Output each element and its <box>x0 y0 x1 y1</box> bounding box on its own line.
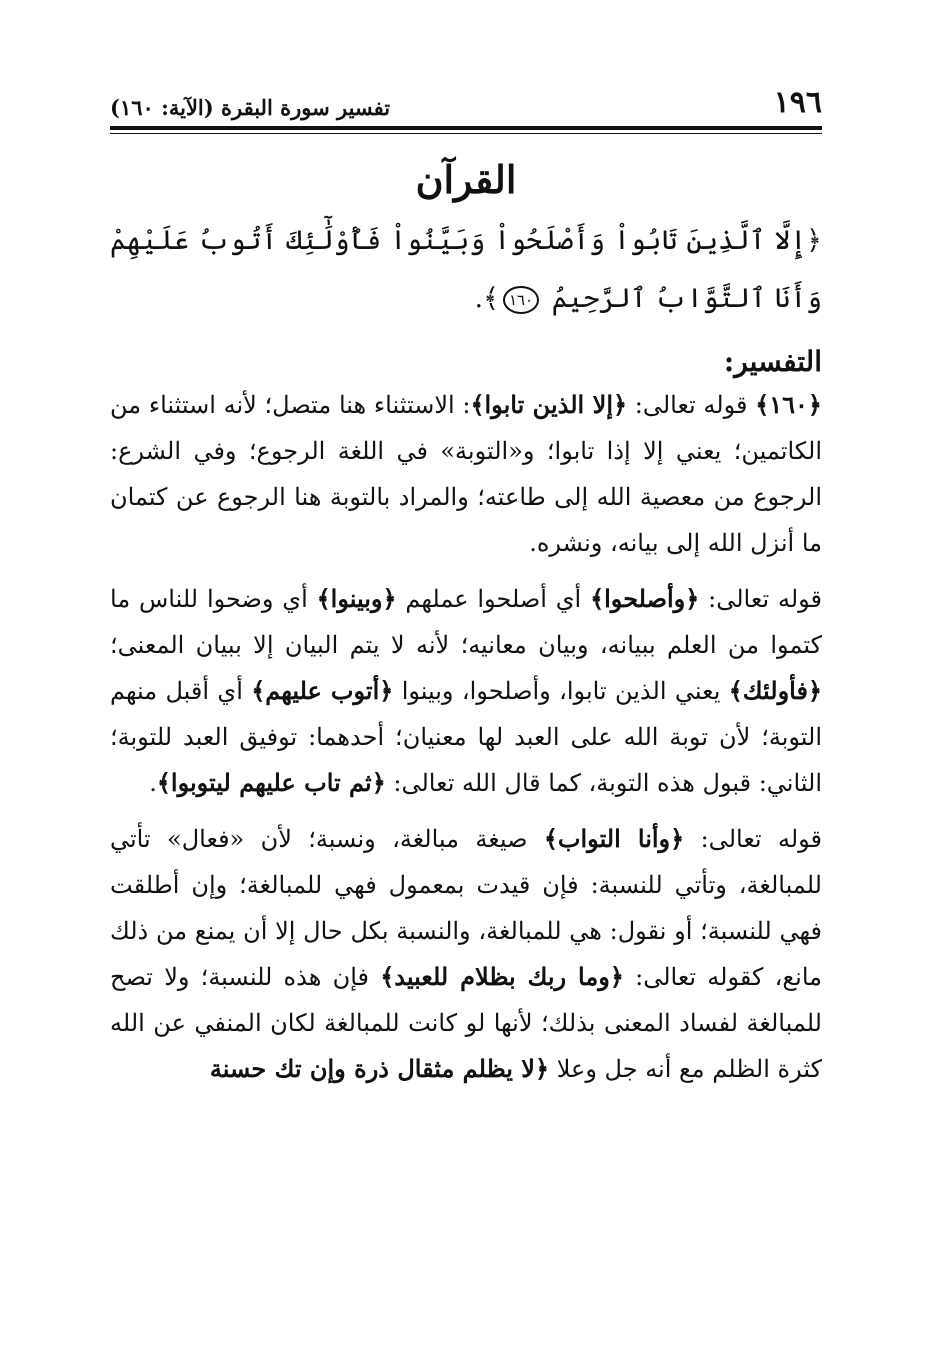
quran-quote: ﴿١٦٠﴾ <box>755 390 822 419</box>
commentary-text: قوله تعالى: <box>684 825 823 853</box>
header-rule-thick <box>110 126 822 130</box>
commentary-text: قوله تعالى: <box>627 391 756 419</box>
quran-quote: ﴿فأولئك﴾ <box>728 676 823 705</box>
tafsir-paragraph <box>110 382 822 566</box>
quran-quote: ﴿لا يظلم مثقال ذرة وإن تك حسنة <box>209 1054 550 1083</box>
tafsir-paragraph <box>110 576 822 806</box>
commentary-text: أي أصلحوا عملهم <box>396 585 591 613</box>
commentary-text: أي وضحوا للناس ما كتموا من العلم ببيانه، وبيان معانيه؛ لأنه لا يتم البيان إلا ببيان المعنى؛ <box>110 585 822 659</box>
commentary-text: . <box>149 769 157 797</box>
commentary-text: قوله تعالى: <box>699 585 823 613</box>
quran-quote: ﴿وأنا التواب﴾ <box>543 824 685 853</box>
tafsir-heading: التفسير: <box>723 345 822 378</box>
commentary-text: : الاستثناء هنا متصل؛ لأنه استثناء من الكاتمين؛ يعني إلا إذا تابوا؛ و«التوبة» في اللغة الرجوع؛ وفي الشرع: الرجوع من معصية الله إلى طاعته؛ والمراد بالتوبة هنا الرجوع عن كتمان ما أنزل الله إلى بيانه، ونشره. <box>110 391 822 557</box>
book-page <box>110 82 822 1092</box>
ayah-number-marker: ١٦٠ <box>503 286 539 314</box>
commentary-text: يعني الذين تابوا، وأصلحوا، وبينوا <box>393 677 729 705</box>
quran-verse <box>110 212 822 328</box>
header-rule-thin <box>110 133 822 134</box>
quran-heading: القرآن <box>415 157 517 202</box>
page-header <box>110 82 822 120</box>
quran-quote: ﴿ثم تاب عليهم ليتوبوا﴾ <box>156 768 386 797</box>
verse-end: ﴾. <box>474 283 499 314</box>
page-number: ١٩٦ <box>773 85 822 120</box>
commentary-text: فإن هذه للنسبة؛ ولا تصح للمبالغة لفساد المعنى بذلك؛ لأنها لو كانت للمبالغة لكان المنفي عن الله كثرة الظلم مع أنه جل وعلا <box>110 963 822 1083</box>
tafsir-body <box>110 382 822 1092</box>
quran-quote: ﴿إلا الذين تابوا﴾ <box>470 390 628 419</box>
commentary-text: أي أقبل منهم التوبة؛ لأن توبة الله على العبد لها معنيان؛ أحدهما: توفيق العبد للتوبة؛ الثاني: قبول هذه التوبة، كما قال الله تعالى: <box>110 677 822 797</box>
tafsir-paragraph <box>110 816 822 1092</box>
running-title: تفسير سورة البقرة (الآية: ١٦٠) <box>110 95 391 120</box>
verse-text: ﴿إِلَّا ٱلَّذِينَ تَابُواْ وَأَصْلَحُواْ وَبَيَّنُواْ فَأُوْلَٰٓئِكَ أَتُوبُ عَلَيْهِمْ وَأَنَا ٱلتَّوَّابُ ٱلرَّحِيمُ <box>110 225 822 314</box>
quran-quote: ﴿وأصلحوا﴾ <box>590 584 700 613</box>
quran-quote: ﴿وما ربك بظلام للعبيد﴾ <box>380 962 624 991</box>
commentary-text: صيغة مبالغة، ونسبة؛ لأن «فعال» تأتي للمبالغة، وتأتي للنسبة: فإن قيدت بمعمول فهي للمبالغة؛ وإن أطلقت فهي للنسبة؛ أو نقول: هي للمبالغة، والنسبة بكل حال إلا أن يمنع من ذلك مانع، كقوله تعالى: <box>110 825 823 991</box>
quran-quote: ﴿وبينوا﴾ <box>316 584 397 613</box>
quran-quote: ﴿أتوب عليهم﴾ <box>251 676 394 705</box>
